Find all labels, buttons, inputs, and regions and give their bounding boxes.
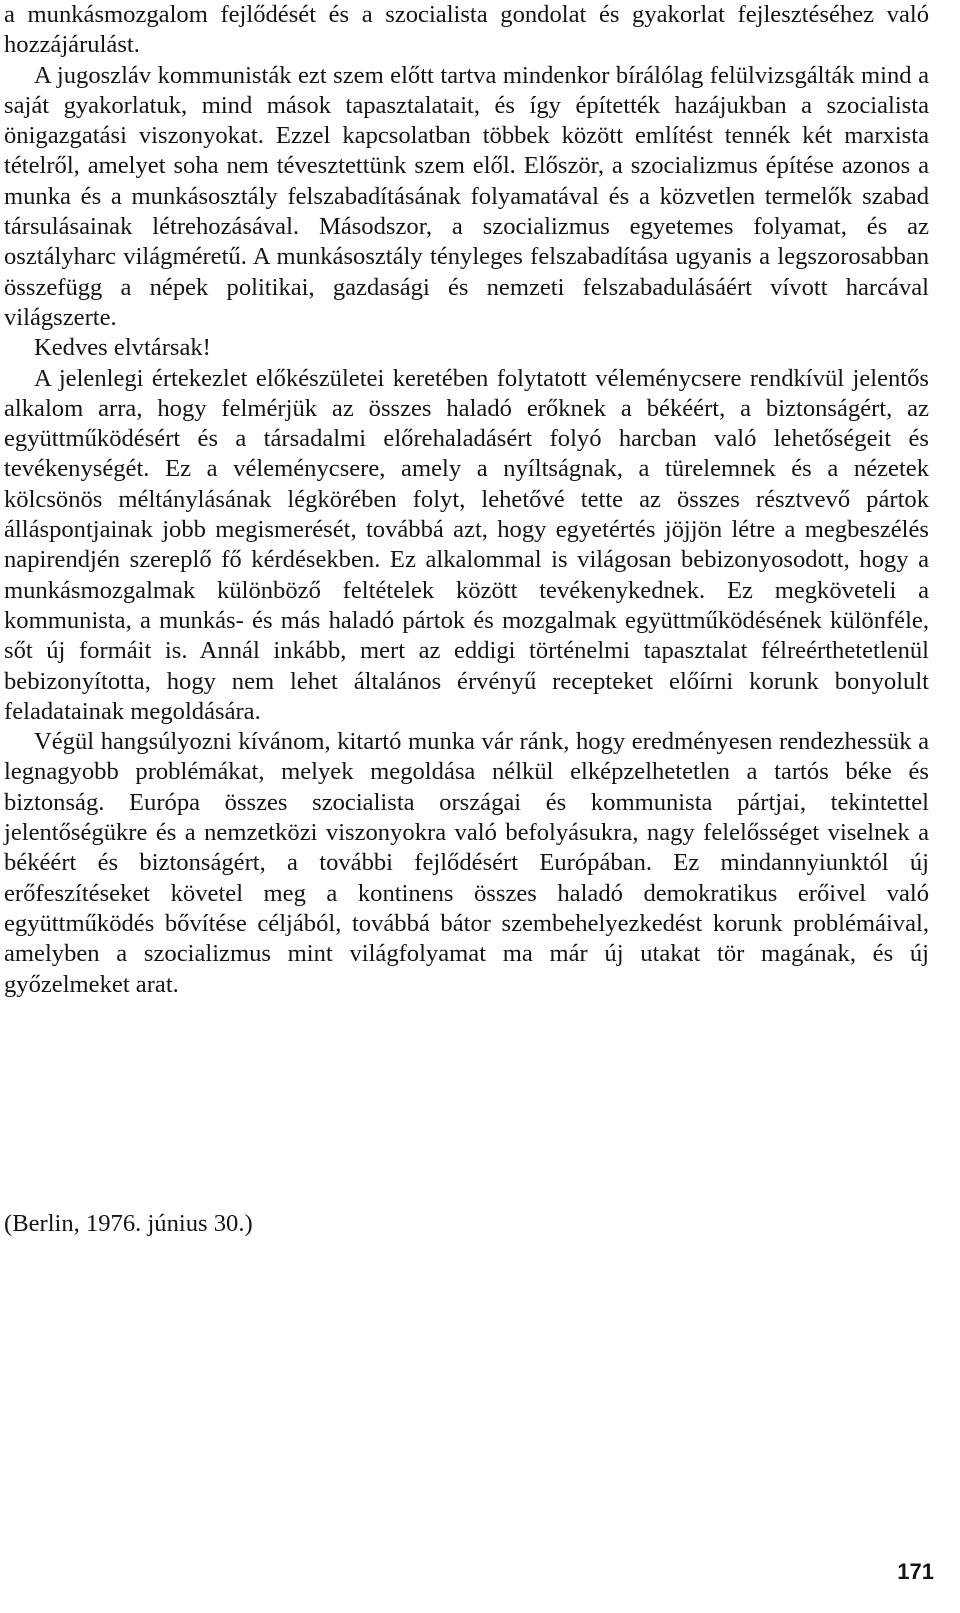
paragraph-continuation: a munkásmozgalom fejlődését és a szocialista gondolat és gyakorlat fejlesztéséhez való hozzájárulást. [4, 1, 929, 59]
paragraph-marxist-theses: A jugoszláv kommunisták ezt szem előtt tartva mindenkor bírálólag felülvizsgálták mind a saját gyakorlatuk, mind mások tapasztalatait, és így építették hazájukban a szocialista önigazgatási viszonyokat. Ezzel kapcsolatban többek között említést tennék két marxista tételről, amelyet soha nem tévesztettünk szem elől. Először, a szocializmus építése azonos a munka és a munkásosztály felszabadításának folyamatával és a közvetlen termelők szabad társulásainak létrehozásával. Másodszor, a szocializmus egyetemes folyamat, és az osztályharc világméretű. A munkásosztály tényleges felszabadítása ugyanis a legszorosabban összefügg a népek politikai, gazdasági és nemzeti felszabadulásáért vívott harcával világszerte. [4, 61, 929, 331]
document-body [4, 0, 929, 1000]
paragraph-conclusion: Végül hangsúlyozni kívánom, kitartó munka vár ránk, hogy eredményesen rendezhessük a legnagyobb problémákat, melyek megoldása nélkül elképzelhetetlen a tartós béke és biztonság. Európa összes szocialista országai és kommunista pártjai, tekintettel jelentőségükre és a nemzetközi viszonyokra való befolyásukra, nagy felelősséget viselnek a békéért és biztonságért, a további fejlődésért Európában. Ez mindannyiunktól új erőfeszítéseket követel meg a kontinens összes haladó demokratikus erőivel való együttműködés bővítése céljából, továbbá bátor szembehelyezkedést korunk problémáival, amelyben a szocializmus mint világfolyamat ma már új utakat tör magának, és új győzelmeket arat. [4, 728, 929, 998]
paragraph-consultation: A jelenlegi értekezlet előkészületei keretében folytatott véleménycsere rendkívül jelentős alkalom arra, hogy felmérjük az összes haladó erőknek a békéért, a biztonságért, az együttműködésért és a társadalmi előrehaladásért folyó harcban való lehetőségeit és tevékenységét. Ez a véleménycsere, amely a nyíltságnak, a türelemnek és a nézetek kölcsönös méltánylásának légkörében folyt, lehetővé tette az összes résztvevő pártok álláspontjainak jobb megismerését, továbbá azt, hogy egyetértés jöjjön létre a megbeszélés napirendjén szereplő fő kérdésekben. Ez alkalommal is világosan bebizonyosodott, hogy a munkásmozgalmak különböző feltételek között tevékenykednek. Ez megköveteli a kommunista, a munkás- és más haladó pártok és mozgalmak együttműködésének különféle, sőt új formáit is. Annál inkább, mert az eddigi történelmi tapasztalat félreérthetetlenül bebizonyította, hogy nem lehet általános érvényű recepteket előírni korunk bonyolult feladatainak megoldására. [4, 364, 929, 725]
page-number: 171 [897, 1559, 934, 1584]
place-date-signoff: (Berlin, 1976. június 30.) [4, 1210, 253, 1237]
salutation: Kedves elvtársak! [34, 334, 211, 362]
